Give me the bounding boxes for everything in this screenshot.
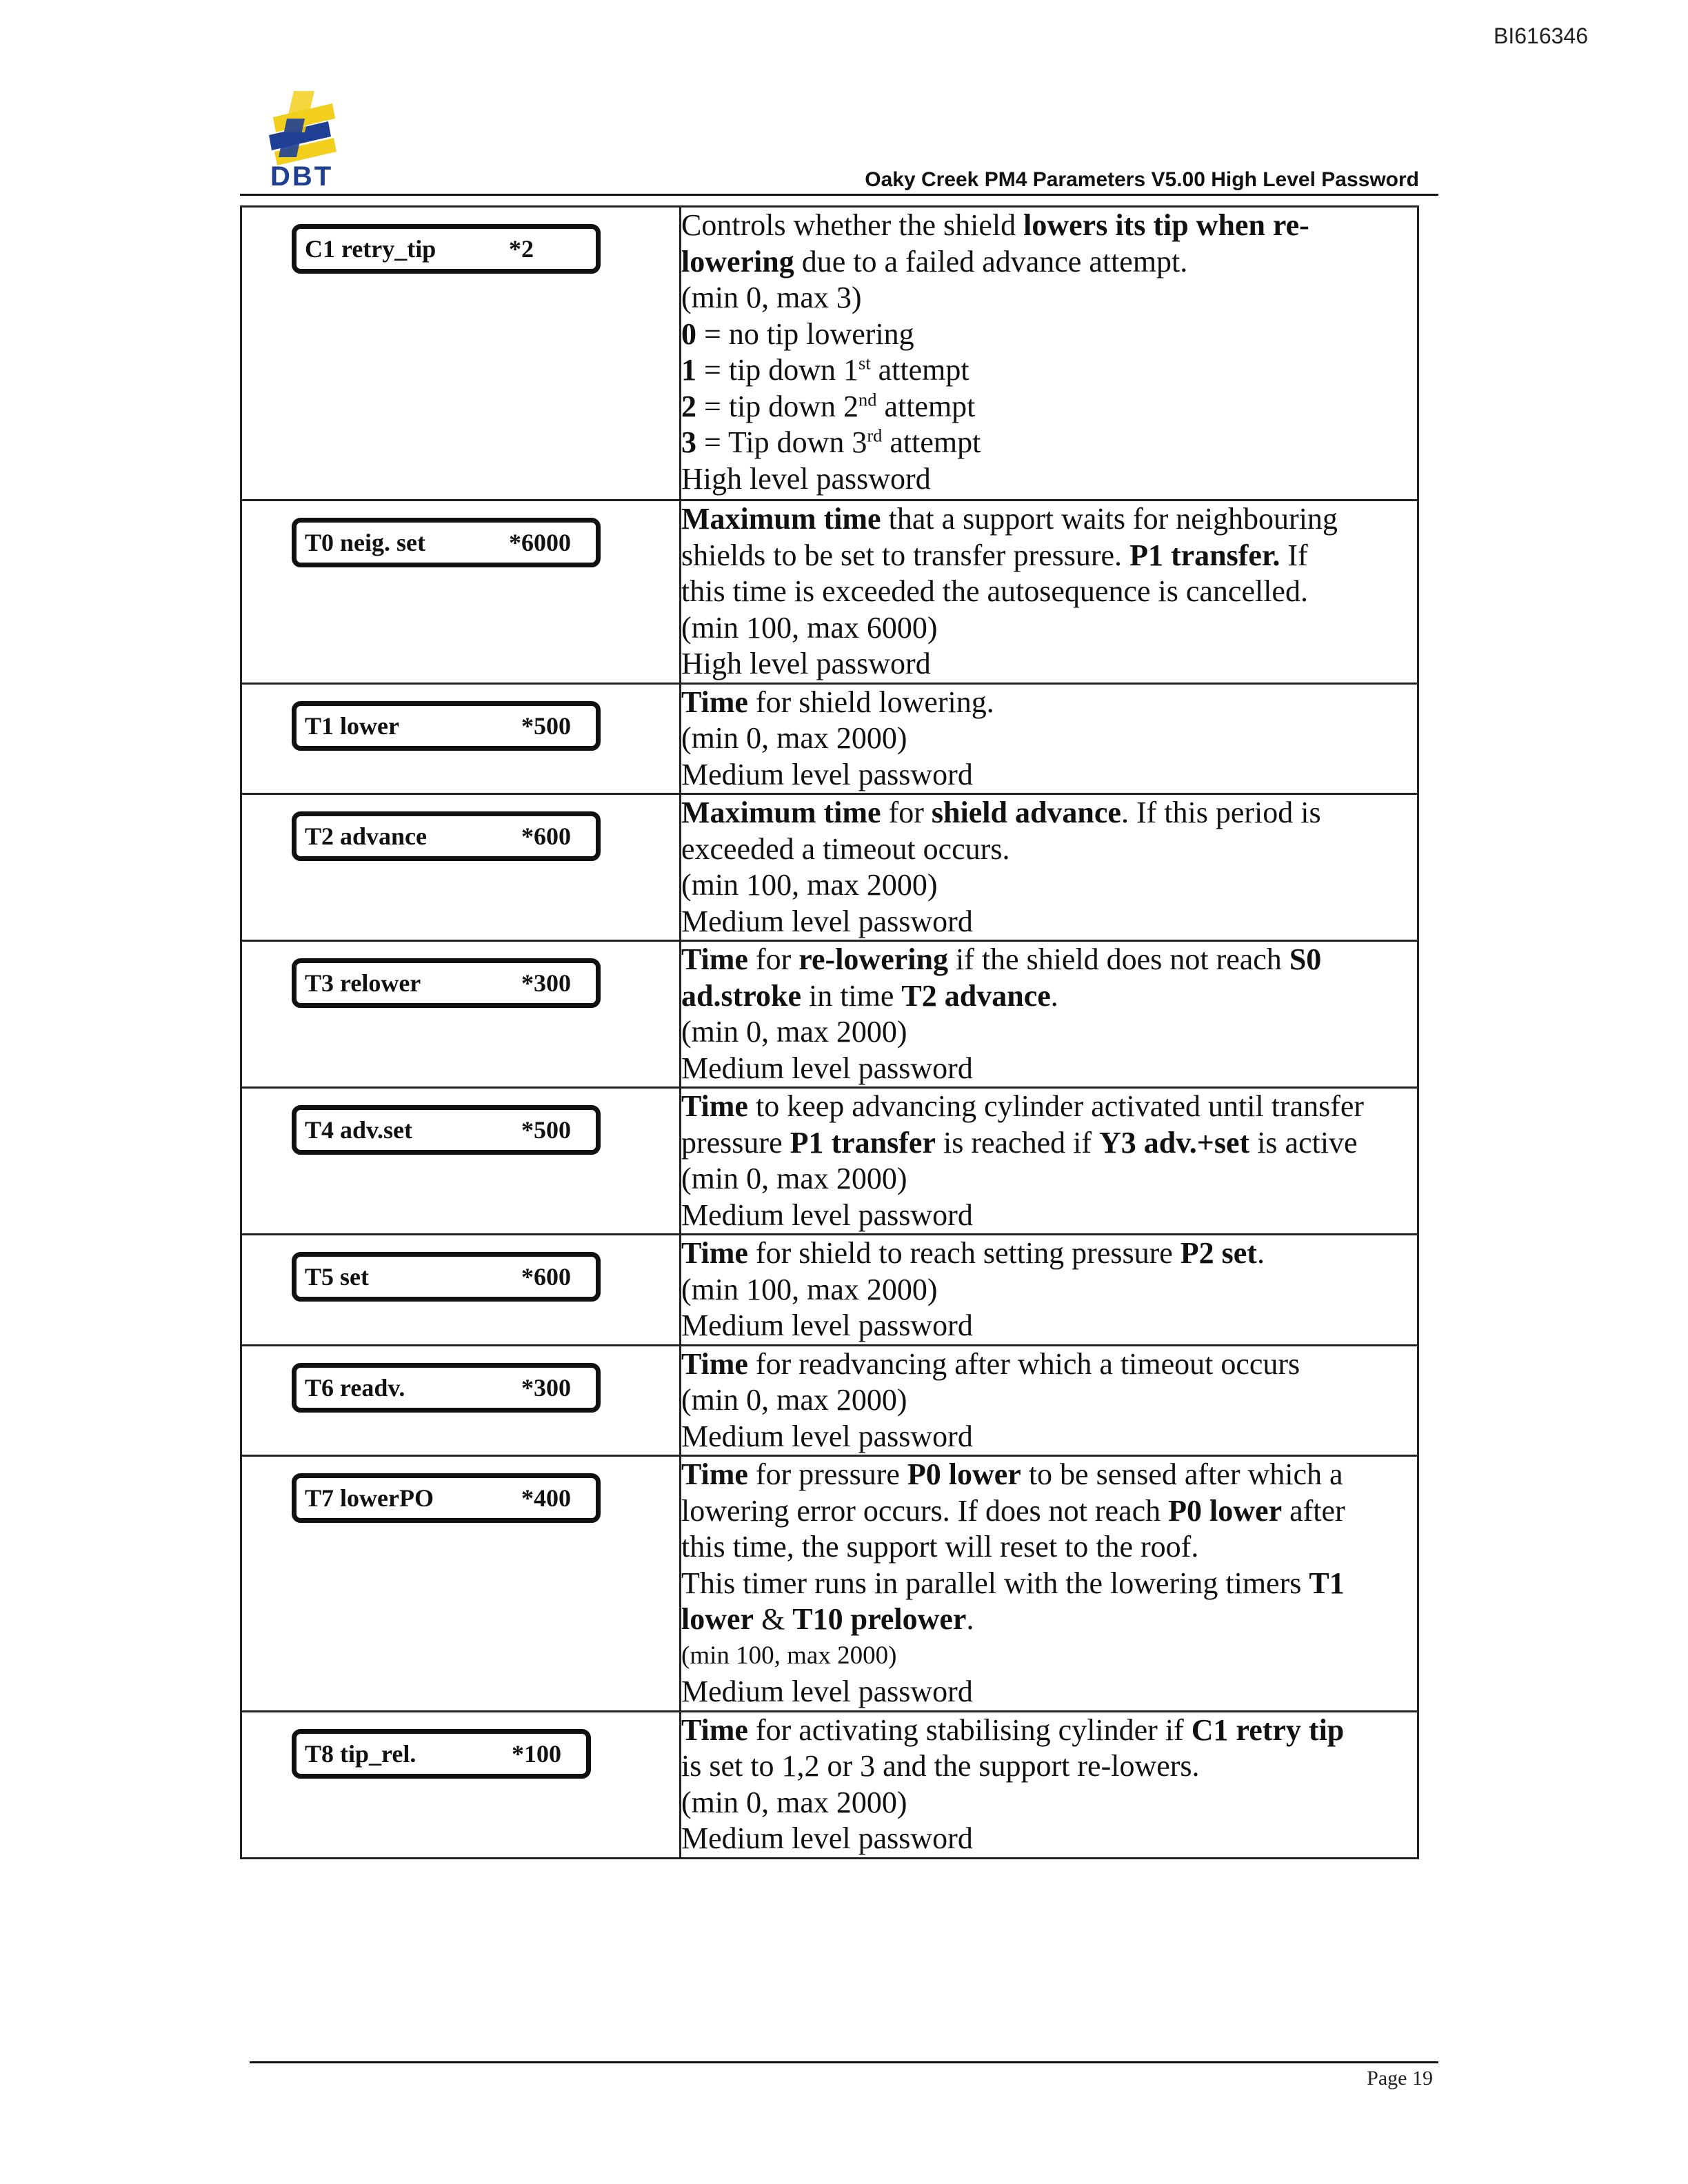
text-run: = no tip lowering [696,316,914,351]
text-run: Medium level password [681,904,973,938]
description-line [681,1161,1417,1197]
description-line [681,1493,1417,1530]
description-line [681,1638,1417,1675]
header-title: Oaky Creek PM4 Parameters V5.00 High Level Password [865,168,1419,191]
parameter-description [681,1235,1418,1346]
text-run: . [966,1602,974,1636]
page-number: Page 19 [1367,2067,1433,2090]
parameter-display-cell [241,683,681,794]
parameter-lcd-box [292,1473,601,1523]
bold-term: P1 transfer [790,1125,936,1160]
description-line [681,1308,1417,1344]
parameter-display-cell [241,501,681,684]
description-line [681,1748,1417,1785]
text-run: = Tip down 3 [696,425,867,459]
description-line [681,352,1417,389]
text-run: Medium level password [681,1197,973,1232]
parameter-display-cell [241,1345,681,1456]
text-run: Medium level password [681,1308,973,1342]
parameter-name: T2 advance [305,822,428,850]
description-line [681,1051,1417,1087]
parameter-display-cell [241,941,681,1088]
bold-term: Time [681,1712,748,1747]
ordinal-suffix: st [858,352,871,374]
description-line [681,1089,1417,1125]
text-run: is active [1249,1125,1358,1160]
bold-term: shield advance [931,796,1121,829]
parameter-value: *300 [521,969,571,997]
parameter-description [681,207,1418,501]
description-line [681,831,1417,868]
bold-term: Time [681,1236,748,1270]
description-line [681,538,1417,574]
description-line [681,1529,1417,1566]
bold-term: Time [681,1346,748,1381]
parameter-lcd-box [292,1252,601,1302]
text-run: High level password [681,461,931,496]
text-run: (min 0, max 2000) [681,1383,907,1417]
parameter-name: T1 lower [305,711,399,740]
parameter-display-cell [241,1088,681,1235]
text-run: for shield to reach setting pressure [747,1236,1180,1270]
parameter-row [241,1088,1418,1235]
text-run: If [1280,538,1308,572]
bold-term: lowering [681,244,794,279]
parameter-display-cell [241,207,681,501]
description-line [681,461,1417,498]
description-line [681,1125,1417,1162]
parameter-value: *500 [521,1116,571,1144]
parameter-value: *300 [521,1373,571,1402]
text-run: (min 0, max 2000) [681,1015,907,1049]
parameter-display-cell [241,1711,681,1858]
bold-term: S0 [1289,942,1322,976]
bold-term: ad.stroke [681,978,801,1013]
description-line [681,1457,1417,1493]
text-run: Medium level password [681,1419,973,1453]
text-run: Medium level password [681,1675,973,1708]
text-run: (min 0, max 2000) [681,1785,907,1819]
parameter-description [681,501,1418,684]
bold-term: T1 [1309,1566,1345,1600]
description-line [681,610,1417,647]
bold-term: Time [681,1457,748,1491]
text-run: & [754,1602,793,1636]
bold-term: 1 [681,353,696,387]
bold-term: T10 prelower [792,1602,967,1636]
description-line [681,1197,1417,1234]
text-run: (min 100, max 2000) [681,1641,897,1670]
description-line [681,867,1417,904]
description-line [681,1382,1417,1419]
parameter-lcd-box [292,224,601,274]
text-run: this time, the support will reset to the roof. [681,1530,1199,1564]
bold-term: lower [681,1602,754,1636]
description-line [681,1674,1417,1710]
parameter-name: T4 adv.set [305,1116,413,1144]
text-run: . [1256,1236,1265,1270]
bold-term: P2 set [1180,1236,1257,1270]
parameters-table [240,205,1419,1859]
parameter-value: *400 [521,1484,571,1512]
description-line [681,1419,1417,1455]
text-run: attempt [870,353,969,387]
text-run: for activating stabilising cylinder if [747,1712,1192,1747]
text-run: (min 100, max 2000) [681,1272,938,1306]
text-run: to be sensed after which a [1021,1457,1343,1491]
parameter-row [241,207,1418,501]
description-line [681,425,1417,461]
description-line [681,1566,1417,1602]
bold-term: Y3 adv.+set [1098,1125,1250,1160]
text-run: attempt [882,425,981,459]
bold-term: P0 lower [1168,1493,1283,1528]
parameter-row [241,501,1418,684]
parameter-row [241,1456,1418,1712]
text-run: = tip down 1 [696,353,859,387]
parameter-lcd-box [292,1363,601,1413]
bold-term: Time [681,1089,748,1123]
bold-term: P1 transfer. [1129,538,1280,572]
parameter-description [681,1711,1418,1858]
description-line [681,757,1417,793]
text-run: Medium level password [681,1821,973,1855]
bold-term: 3 [681,425,696,459]
parameter-description [681,941,1418,1088]
text-run: in time [801,978,902,1013]
description-line [681,280,1417,316]
bold-term: re-lowering [798,942,948,976]
description-line [681,904,1417,940]
description-line [681,685,1417,721]
parameter-row [241,1235,1418,1346]
bold-term: T2 advance [901,978,1051,1013]
document-id: BI616346 [1494,23,1589,48]
bold-term: 0 [681,316,696,351]
text-run: This timer runs in parallel with the lowering timers [681,1566,1309,1600]
description-line [681,942,1417,978]
parameter-name: T0 neig. set [305,529,425,556]
parameter-description [681,1456,1418,1712]
description-line [681,720,1417,757]
text-run: (min 0, max 2000) [681,1162,907,1195]
description-line [681,316,1417,353]
bold-term: lowers its tip when re- [1023,208,1309,242]
description-line [681,646,1417,682]
text-run: for pressure [747,1457,907,1491]
parameter-value: *100 [512,1739,561,1768]
parameter-value: *600 [521,1263,571,1291]
parameter-name: T6 readv. [305,1373,405,1402]
text-run: lowering error occurs. If does not reach [681,1493,1169,1528]
parameter-value: *6000 [509,529,571,556]
text-run: to keep advancing cylinder activated until transfer [747,1089,1365,1123]
parameter-value: *500 [521,711,571,740]
header-divider [240,194,1438,196]
bold-term: C1 retry tip [1191,1712,1345,1747]
parameter-display-cell [241,794,681,941]
bold-term: 2 [681,389,696,423]
parameter-lcd-box [292,811,601,861]
parameter-name: T7 lowerPO [305,1484,434,1512]
description-line [681,1014,1417,1051]
ordinal-suffix: nd [858,388,877,410]
description-line [681,244,1417,281]
text-run: = tip down 2 [696,389,859,423]
text-run: for [881,796,932,829]
parameter-display-cell [241,1456,681,1712]
parameter-lcd-box [292,958,601,1008]
text-run: Medium level password [681,757,973,791]
text-run: attempt [876,389,976,423]
description-line [681,1712,1417,1749]
description-line [681,1235,1417,1272]
text-run: Medium level password [681,1051,973,1085]
description-line [681,389,1417,425]
description-line [681,574,1417,610]
parameter-name: T3 relower [305,969,421,997]
parameter-value: *600 [521,822,571,850]
parameter-description [681,1088,1418,1235]
parameter-lcd-box [292,1729,591,1779]
parameter-description [681,683,1418,794]
bold-term: P0 lower [907,1457,1021,1491]
text-run: that a support waits for neighbouring [881,502,1338,536]
text-run: (min 0, max 2000) [681,721,907,755]
text-run: pressure [681,1125,790,1160]
text-run: Controls whether the shield [681,208,1024,242]
text-run: is set to 1,2 or 3 and the support re-lowers. [681,1749,1200,1783]
description-line [681,1601,1417,1638]
parameter-lcd-box [292,518,601,567]
text-run: exceeded a timeout occurs. [681,831,1010,866]
description-line [681,1272,1417,1308]
text-run: (min 0, max 3) [681,281,862,314]
text-run: for [747,942,799,976]
logo-wordmark: DBT [270,161,334,192]
text-run: . [1050,978,1058,1013]
text-run: for readvancing after which a timeout occurs [747,1346,1300,1381]
parameter-value: *2 [509,235,534,263]
text-run: (min 100, max 2000) [681,868,938,902]
text-run: after [1282,1493,1345,1528]
text-run: for shield lowering. [747,685,994,719]
bold-term: Maximum time [681,502,881,536]
parameter-name: T5 set [305,1263,369,1291]
parameter-row [241,683,1418,794]
ordinal-suffix: rd [867,425,883,446]
parameter-row [241,1711,1418,1858]
text-run: (min 100, max 6000) [681,610,938,645]
bold-term: Time [681,942,748,976]
description-line [681,1346,1417,1383]
description-line [681,1785,1417,1821]
parameter-row [241,794,1418,941]
bold-term: Maximum time [681,796,881,829]
description-line [681,795,1417,831]
text-run: this time is exceeded the autosequence is cancelled. [681,574,1308,608]
footer-divider [250,2061,1438,2063]
text-run: due to a failed advance attempt. [794,244,1188,279]
text-run: if the shield does not reach [947,942,1289,976]
parameter-description [681,1345,1418,1456]
text-run: shields to be set to transfer pressure. [681,538,1130,572]
parameter-name: C1 retry_tip [305,235,436,263]
parameter-row [241,1345,1418,1456]
text-run: is reached if [935,1125,1099,1160]
description-line [681,978,1417,1015]
bold-term: Time [681,685,748,719]
description-line [681,1821,1417,1857]
description-line [681,208,1417,244]
description-line [681,501,1417,538]
parameter-lcd-box [292,701,601,751]
parameter-description [681,794,1418,941]
parameter-lcd-box [292,1105,601,1155]
text-run: . If this period is [1121,796,1321,829]
parameter-display-cell [241,1235,681,1346]
parameter-row [241,941,1418,1088]
parameter-name: T8 tip_rel. [305,1739,416,1768]
text-run: High level password [681,647,931,680]
